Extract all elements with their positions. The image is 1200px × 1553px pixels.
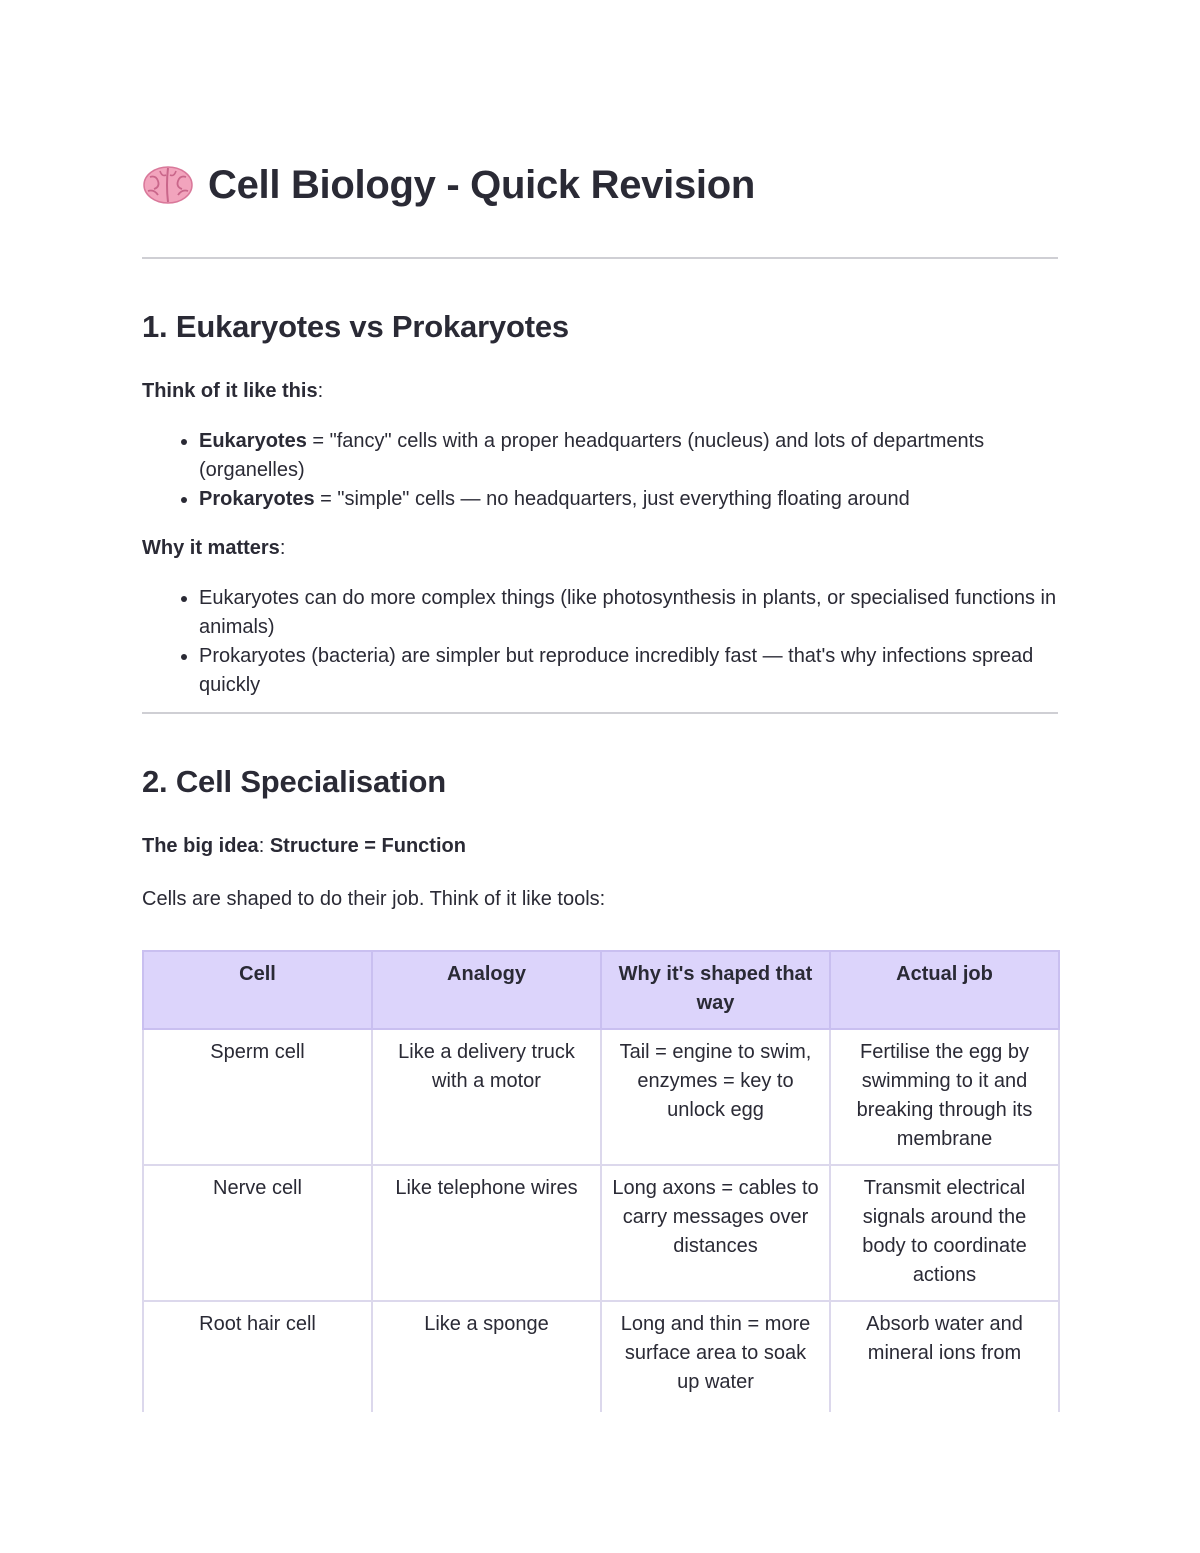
document-page [142,150,1058,914]
header-why-shaped: Why it's shaped that way [601,951,830,1029]
table-cell: Sperm cell [143,1029,372,1165]
table-cell: Like telephone wires [372,1165,601,1301]
header-actual-job: Actual job [830,951,1059,1029]
think-colon: : [317,380,324,402]
term-eukaryotes-desc: = "fancy" cells with a proper headquarters (nucleus) and lots of departments (organelles) [199,430,985,481]
table-row [143,1165,1059,1301]
table-cell: Long and thin = more surface area to soak up water [601,1301,830,1412]
why-label-line [142,534,1058,563]
table-cell: Like a sponge [372,1301,601,1412]
table-cell: Tail = engine to swim, enzymes = key to unlock egg [601,1029,830,1165]
page-title-text: Cell Biology - Quick Revision [208,163,755,207]
list-item [199,427,1058,485]
table-row [143,1301,1059,1412]
term-prokaryotes: Prokaryotes [199,488,315,510]
table-cell: Like a delivery truck with a motor [372,1029,601,1165]
section-heading-specialisation: 2. Cell Specialisation [142,764,446,799]
think-list [142,427,1058,514]
table-row [143,1029,1059,1165]
term-prokaryotes-desc: = "simple" cells — no headquarters, just everything floating around [314,488,910,510]
table-cell: Absorb water and mineral ions from [830,1301,1059,1412]
think-label: Think of it like this [142,380,318,402]
section-heading-eukaryotes: 1. Eukaryotes vs Prokaryotes [142,309,569,344]
list-item: • Eukaryotes can do more complex things (like photosynthesis in plants, or specialised functions in animals) [199,584,1058,642]
table-header-row [143,951,1059,1029]
why-colon: : [279,537,286,559]
think-label-line [142,377,1058,406]
table-intro: Cells are shaped to do their job. Think of it like tools: [142,888,606,910]
list-item [199,485,1058,514]
table-cell: Nerve cell [143,1165,372,1301]
big-idea-sep: : [258,835,270,857]
brain-icon [142,165,194,205]
big-idea-line [142,832,1058,861]
specialisation-table-wrapper [142,950,1062,1412]
header-cell: Cell [143,951,372,1029]
table-cell: Fertilise the egg by swimming to it and breaking through its membrane [830,1029,1059,1165]
page-title [142,150,1058,220]
why-list [142,584,1058,700]
specialisation-table [142,950,1060,1412]
header-analogy: Analogy [372,951,601,1029]
big-idea-value: Structure = Function [269,835,466,857]
table-cell: Long axons = cables to carry messages over distances [601,1165,830,1301]
why-label: Why it matters [142,537,280,559]
table-cell: Transmit electrical signals around the body to coordinate actions [830,1165,1059,1301]
big-idea-label: The big idea [142,835,259,857]
term-eukaryotes: Eukaryotes [199,430,307,452]
divider [142,257,1058,259]
divider [142,712,1058,714]
table-cell: Root hair cell [143,1301,372,1412]
list-item: • Prokaryotes (bacteria) are simpler but reproduce incredibly fast — that's why infections spread quickly [199,642,1058,700]
